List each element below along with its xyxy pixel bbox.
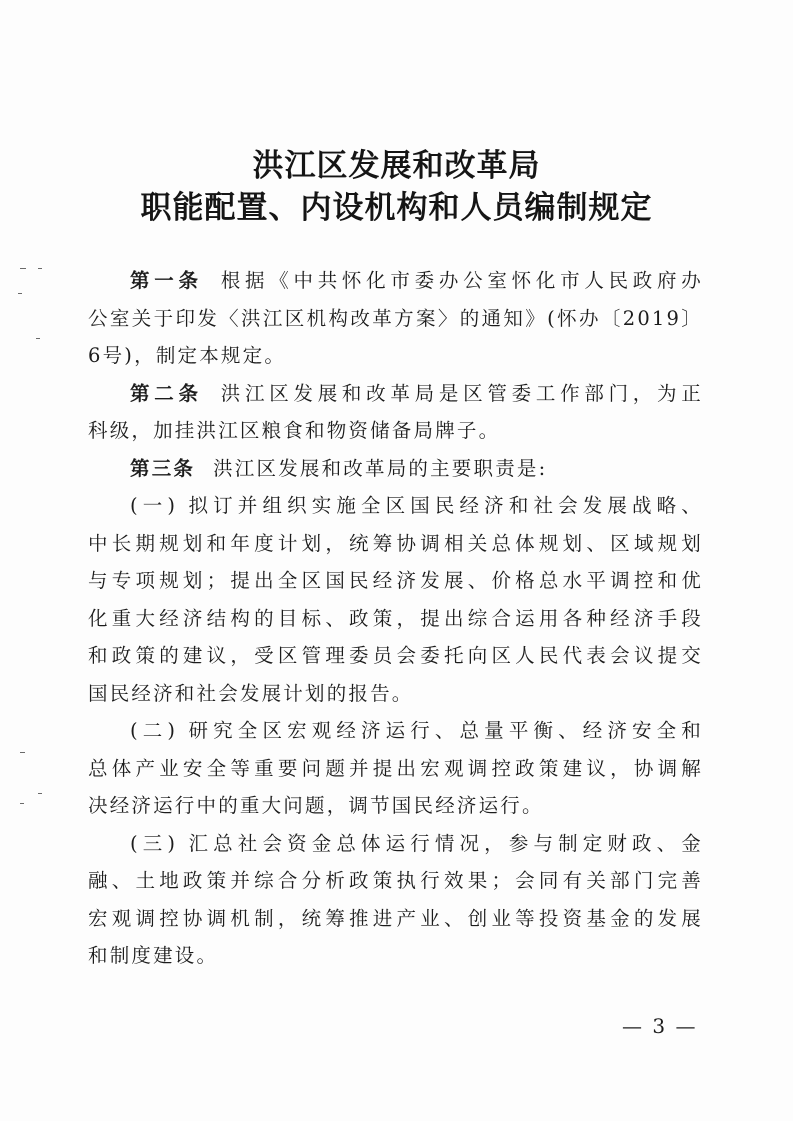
article-2-label: 第二条 <box>130 381 203 405</box>
duty-1-line-5: 和政策的建议，受区管理委员会委托向区人民代表会议提交 <box>88 644 703 667</box>
scan-speck <box>20 752 25 753</box>
duty-1-line-4: 化重大经济结构的目标、政策，提出综合运用各种经济手段 <box>88 606 703 630</box>
duty-1-line-1: (一) 拟订并组织实施全区国民经济和社会发展战略、 <box>130 494 703 517</box>
scan-speck <box>36 338 40 339</box>
article-2-line-2: 科级，加挂洪江区粮食和物资储备局牌子。 <box>88 419 501 442</box>
document-body <box>88 262 703 975</box>
document-title-line-2: 职能配置、内设机构和人员编制规定 <box>140 190 653 226</box>
article-1-label: 第一条 <box>130 269 203 292</box>
scan-speck <box>20 268 26 269</box>
scan-speck <box>38 268 42 269</box>
duty-3-line-3: 宏观调控协调机制，统筹推进产业、创业等投资基金的发展 <box>88 906 703 930</box>
article-1-line-1: 第一条 根据《中共怀化市委办公室怀化市人民政府办 <box>130 269 703 292</box>
duty-1-line-2: 中长期规划和年度计划，统筹协调相关总体规划、区域规划 <box>88 531 703 555</box>
duty-3-line-4: 和制度建设。 <box>88 944 219 967</box>
article-2-line-1: 第二条 洪江区发展和改革局是区管委工作部门，为正 <box>130 381 703 405</box>
duty-1-line-3: 与专项规划；提出全区国民经济发展、价格总水平调控和优 <box>88 569 703 592</box>
duty-2-line-2: 总体产业安全等重要问题并提出宏观调控政策建议，协调解 <box>88 756 703 780</box>
page-number: — 3 — <box>622 1014 698 1038</box>
article-3-line-1: 第三条 洪江区发展和改革局的主要职责是: <box>130 456 548 480</box>
duty-1-line-6: 国民经济和社会发展计划的报告。 <box>88 681 414 705</box>
article-1-line-2: 公室关于印发〈洪江区机构改革方案〉的通知》(怀办〔2019〕 <box>88 306 703 330</box>
article-3-label: 第三条 <box>130 456 196 480</box>
duty-3-line-2: 融、土地政策并综合分析政策执行效果；会同有关部门完善 <box>88 869 703 892</box>
document-title-line-1: 洪江区发展和改革局 <box>252 148 541 184</box>
article-1-line-3: 6号)，制定本规定。 <box>88 344 287 367</box>
scan-speck <box>20 803 24 804</box>
scan-speck <box>18 293 22 294</box>
duty-2-line-3: 决经济运行中的重大问题，调节国民经济运行。 <box>88 794 544 817</box>
scan-speck <box>38 793 42 794</box>
duty-2-line-1: (二) 研究全区宏观经济运行、总量平衡、经济安全和 <box>130 719 703 742</box>
duty-3-line-1: (三) 汇总社会资金总体运行情况，参与制定财政、金 <box>130 831 703 855</box>
